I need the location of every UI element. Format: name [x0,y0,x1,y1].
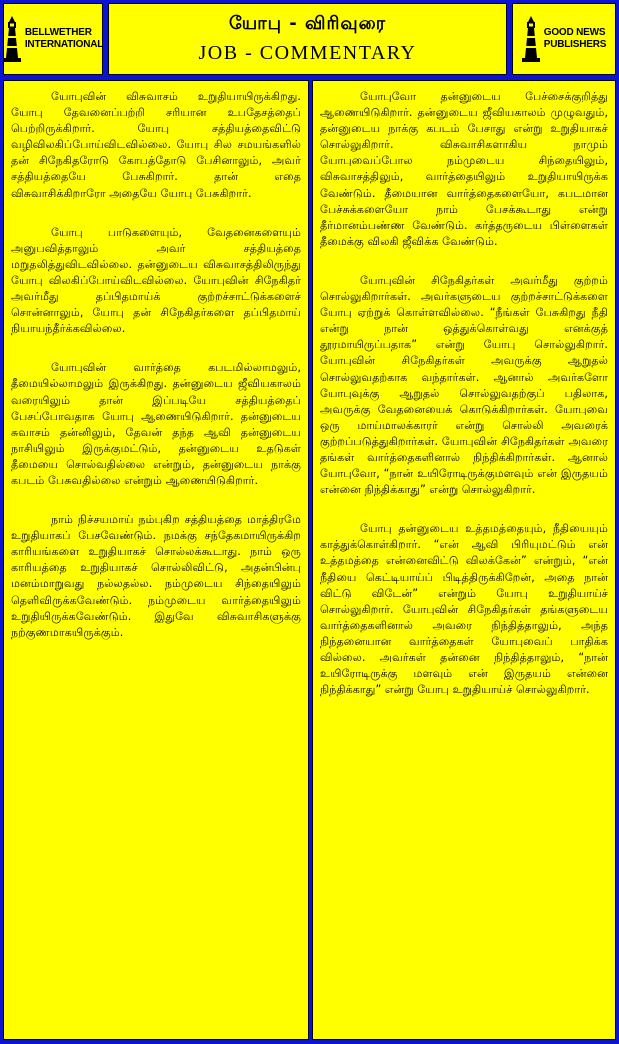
paragraph: யோபுவோ தன்னுடைய பேச்சைக்குறித்து ஆணையிடுகிறார். தன்னுடைய ஜீவியகாலம் முழுவதும், தன்னுடைய நாக்கு கபடம் பேசாது என்று உறுதியாகச் சொல்லுகிறார். விசுவாசிகளாகிய நாமும் யோபுவைப்போல நம்முடைய சிந்தையிலும், விசுவாசத்திலும், வார்த்தையிலும் உறுதியாயிருக்க வேண்டும். தீமையான வார்த்தைகளையோ, கபடமான பேச்சுக்களையோ நாம் பேசக்கூடாது என்று தீர்மானம்பண்ண வேண்டும். கர்த்தருடைய பிள்ளைகள் தீமைக்கு விலகி ஜீவிக்க வேண்டும். [320,90,608,248]
left-logo-line2: INTERNATIONAL [24,39,104,50]
paragraph: யோபு தன்னுடைய உத்தமத்தையும், நீதியையும் காத்துக்கொள்கிறார். “என் ஆவி பிரியுமட்டும் என் உத்தமத்தை என்னைவிட்டு விலக்கேன்” என்றும், “என் நீதியை கெட்டியாய்ப் பிடித்திருக்கிறேன், அதை நான் விட்டு விடேன்” என்றும் யோபு உறுதியாய்ச் சொல்லுகிறார். யோபுவின் சிநேகிதர்கள் தங்களுடைய வார்த்தைகளினால் அவரை நிந்தித்தாலும், அந்த நிந்தனையான வார்த்தைகள் யோபுவைப் பாதிக்க வில்லை. அவர்கள் தன்னை நிந்தித்தாலும், “நான் உயிரோடிருக்கு மளவும் என் இருதயம் என்னை நிந்திக்காது” என்று யோபு உறுதியாய்ச் சொல்லுகிறார். [320,522,608,697]
title-tamil: யோபு - விரிவுரை [228,13,386,34]
paragraph: யோபுவின் சிநேகிதர்கள் அவர்மீது குற்றம் சொல்லுகிறார்கள். அவர்களுடைய குற்றச்சாட்டுக்களை யோபு ஏற்றுக் கொள்ளவில்லை. “நீங்கள் பேசுகிறது நீதி என்று நான் ஒத்துக்கொள்வது எனக்குத் தூரமாயிருப்பதாக” என்று யோபு சொல்லுகிறார். யோபுவின் சிநேகிதர்கள் அவருக்கு ஆறுதல் சொல்லுவதற்காக வந்தார்கள். ஆனால் அவர்களோ யோபுவுக்கு ஆறுதல் சொல்லுவதற்குப் பதிலாக, அவருக்கு வேதனையைக் கொடுக்கிறார்கள். யோபுவை ஒரு மாய்மாலக்காரர் என்று சொல்லி அவரைக் குற்றப்படுத்துகிறார்கள். யோபுவின் சிநேகிதர்கள் அவரை தங்கள் வார்த்தைகளினால் நிந்திக்கிறார்கள். ஆனால் யோபுவோ, “நான் உயிரோடிருக்குமளவும் என் இருதயம் என்னை நிந்திக்காது” என்று சொல்லுகிறார். [320,273,608,497]
right-logo-line1: GOOD NEWS [543,27,606,38]
paragraph: நாம் நிச்சயமாய் நம்புகிற சத்தியத்தை மாத்திரமே உறுதியாகப் பேசவேண்டும். நமக்கு சந்தேகமாயிருக்கிற காரியங்களை உறுதியாகச் சொல்லக்கூடாது. நாம் ஒரு காரியத்தை உறுதியாகச் சொல்லிவிட்டு, அதன்பின்பு மனம்மாறுவது நல்லதல்ல. நம்முடைய சிந்தையிலும் தெளிவிருக்கவேண்டும். நம்முடைய வார்த்தையிலும் உறுதியிருக்கவேண்டும். இதுவே விசுவாசிகளுக்கு நற்குணமாகயிருக்கும். [11,513,301,639]
paragraph: யோபு பாடுகளையும், வேதனைகளையும் அனுபவித்தாலும் அவர் சத்தியத்தை மறுதலித்துவிடவில்லை. தன்னுடைய விசுவாசத்திலிருந்து யோபு விலகிப்போய்விடவில்லை. யோபுவின் சிநேகிதர் அவர்மீது தப்பிதமாய்க் குற்றச்சாட்டுக்களைச் சொன்னாலும், யோபு தன் சிநேகிதர்களை தப்பிதமாய் நியாயந்தீர்க்கவில்லை. [11,225,301,336]
right-column [312,80,616,1040]
left-column [3,80,309,1040]
good-news-logo [512,3,616,75]
paragraph: யோபுவின் விசுவாசம் உறுதியாயிருக்கிறது. யோபு தேவனைப்பற்றி சரியான உபதேசத்தைப் பெற்றிருக்கிறார். யோபு சத்தியத்தைவிட்டு வழிவிலகிப்போய்விடவில்லை. யோபு சில சமயங்களில் தன் சிநேகிதரோடு கோபத்தோடு பேசினாலும், அவர் சத்தியத்தையே பேசுகிறார். தான் எதை விசுவாசிக்கிறாரோ அதையே யோபு பேசுகிறார். [11,90,301,200]
title-english: JOB - COMMENTARY [198,42,417,64]
lighthouse-icon [522,16,540,62]
paragraph: யோபுவின் வார்த்தை கபடமில்லாமலும், தீமையில்லாமலும் இருக்கிறது. தன்னுடைய ஜீவியகாலம் வரையிலும் தான் இப்படியே சத்தியத்தைப் பேசப்போவதாக யோபு ஆணையிடுகிறார். தன்னுடைய சுவாசம் தன்னிலும், தேவன் தந்த ஆவி தன்னுடைய நாசியிலும் இருக்குமட்டும், தன்னுடைய உதடுகள் தீமையை சொல்வதில்லை என்றும், தன்னுடைய நாக்கு கபடம் பேசுவதில்லை என்றும் ஆணையிடுகிறார். [11,361,301,487]
left-logo-line1: BELLWETHER [24,27,92,38]
right-logo-line2: PUBLISHERS [543,39,607,50]
title-banner [108,3,507,75]
lighthouse-icon [3,16,21,62]
bellwether-logo [3,3,103,75]
